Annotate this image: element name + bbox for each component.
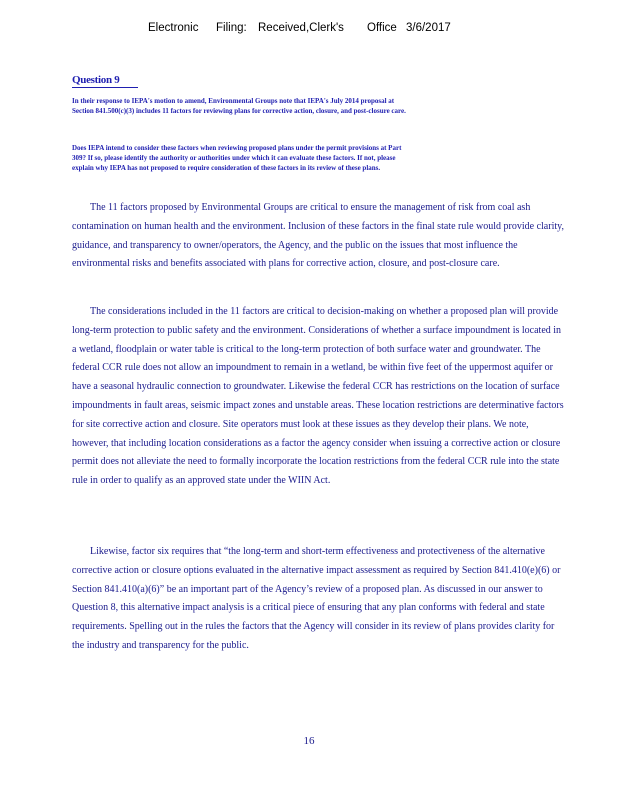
page-number: 16 <box>303 735 315 747</box>
stamp-date: 3/6/2017 <box>406 22 451 34</box>
question-text-ask: Does IEPA intend to consider these factors when reviewing proposed plans under the permit provisions at Part 309? If so, please identify the authority or authorities under which it can evaluate these factors. If not, please explain why IEPA has not proposed to require consideration of these factors in its review of these plans. <box>72 144 402 172</box>
stamp-word-office: Office <box>367 22 397 34</box>
stamp-word-electronic: Electronic <box>148 22 199 34</box>
stamp-word-received-clerks: Received,Clerk's <box>258 22 344 34</box>
question-text-context: In their response to IEPA's motion to amend, Environmental Groups note that IEPA's July 2014 proposal at Section 841.500(c)(3) includes 11 factors for reviewing plans for corrective action, closure, and post-closure care. <box>72 97 406 115</box>
answer-paragraph-3: Likewise, factor six requires that “the long-term and short-term effectiveness and protectiveness of the alternative corrective action or closure options evaluated in the alternative impact assessment as required by Section 841.410(e)(6) or Section 841.410(a)(6)” be an important part of the Agency’s review of a proposed plan. As discussed in our answer to Question 8, this alternative impact analysis is a critical piece of ensuring that any plan conforms with federal and state requirements. Spelling out in the rules the factors that the Agency will consider in its review of plans provides clarity for the industry and transparency for the public. <box>72 546 561 651</box>
stamp-word-filing: Filing: <box>216 22 247 34</box>
answer-paragraph-1: The 11 factors proposed by Environmental Groups are critical to ensure the management of risk from coal ash contamination on human health and the environment. Inclusion of these factors in the final state rule would provide clarity, guidance, and transparency to owner/operators, the Agency, and the public on the issues that most influence the environmental risks and benefits associated with plans for corrective action, closure, and post-closure care. <box>72 202 564 270</box>
answer-paragraph-2: The considerations included in the 11 factors are critical to decision-making on whether a proposed plan will provide long-term protection to public safety and the environment. Considerations of whether a surface impoundment is located in a wetland, floodplain or water table is critical to the long-term protection of both surface water and groundwater. The federal CCR rule does not allow an impoundment to remain in a wetland, be within five feet of the uppermost aquifer or have a seasonal hydraulic connection to groundwater. Likewise the federal CCR has restrictions on the location of surface impoundments in fault areas, seismic impact zones and unstable areas. These location restrictions are determinative factors for site corrective action and closure. Site operators must look at these issues as they develop their plans. We note, however, that including location considerations as a factor the agency consider when issuing a corrective action or closure permit does not alleviate the need to formally incorporate the location restrictions from the federal CCR rule into the state rule in order to qualify as an approved state under the WIIN Act. <box>72 306 564 487</box>
question-heading: Question 9 <box>72 73 138 88</box>
